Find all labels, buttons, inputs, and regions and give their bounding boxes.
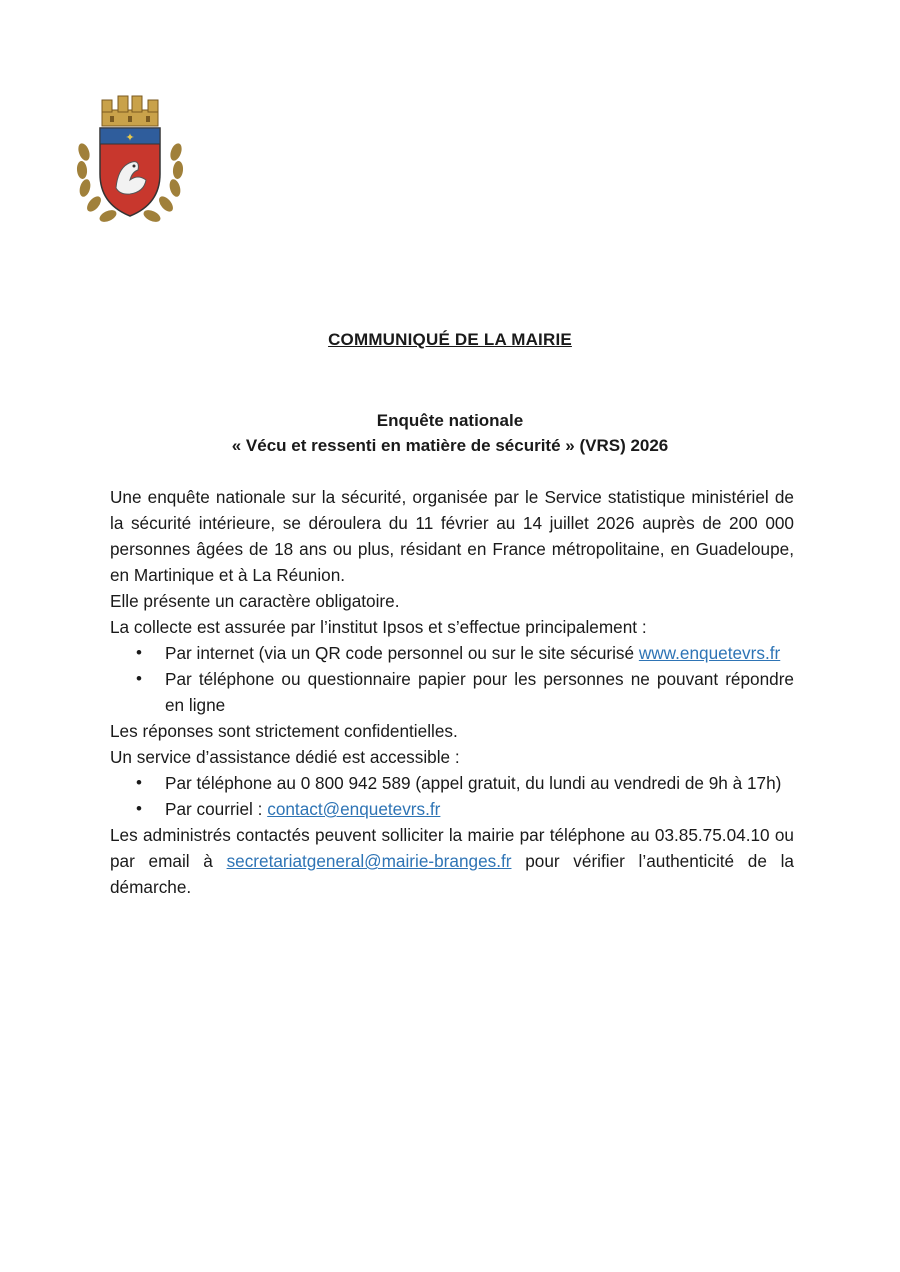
closing-text: Les administrés contactés peuvent solliciter la mairie par téléphone au 03.85.75.04.10 ou par email à [110,825,794,871]
confidentiality-notice: Les réponses sont strictement confidentielles. [110,721,458,741]
method-internet-text: Par internet (via un QR code personnel ou sur le site sécurisé [165,643,635,663]
phone-support-text: Par téléphone au 0 800 942 589 (appel gratuit, du lundi au vendredi de 9h à 17h) [165,773,782,793]
mandatory-notice: Elle présente un caractère obligatoire. [110,591,400,611]
contact-email-link[interactable]: contact@enquetevrs.fr [267,799,441,819]
method-phone-paper-text: Par téléphone ou questionnaire papier pour les personnes ne pouvant répondre en ligne [165,669,794,715]
collection-paragraph: La collecte est assurée par l’institut Ipsos et s’effectue principalement : [110,617,647,637]
survey-heading-line2: « Vécu et ressenti en matière de sécurité » (VRS) 2026 [231,436,669,455]
collection-methods-list [110,640,794,718]
town-crest-logo [74,92,186,228]
assistance-paragraph: Un service d’assistance dédié est accessible : [110,747,460,767]
mairie-email-link[interactable]: secretariatgeneral@mairie-branges.fr [226,851,512,871]
svg-text:✦: ✦ [125,131,135,144]
survey-website-link[interactable]: www.enquetevrs.fr [638,643,781,663]
intro-paragraph: Une enquête nationale sur la sécurité, organisée par le Service statistique ministériel de la sécurité intérieure, se déroulera du 11 février au 14 juillet 2026 auprès de 200 000 personnes âgées de 18 ans ou plus, résidant en France métropolitaine, en Guadeloupe, en Martinique et à La Réunion. [110,487,794,585]
list-item [110,770,794,796]
list-item [110,640,794,666]
mail-support-label: Par courriel : [165,799,263,819]
survey-heading-line1: Enquête nationale [376,411,524,430]
closing-end-text: pour vérifier l’authenticité de la démarche. [110,851,794,897]
communique-body [110,484,794,900]
closing-paragraph [110,822,794,900]
list-item [110,666,794,718]
survey-heading [0,408,900,458]
list-item [110,796,794,822]
page-title: COMMUNIQUÉ DE LA MAIRIE [328,330,572,349]
assistance-list [110,770,794,822]
